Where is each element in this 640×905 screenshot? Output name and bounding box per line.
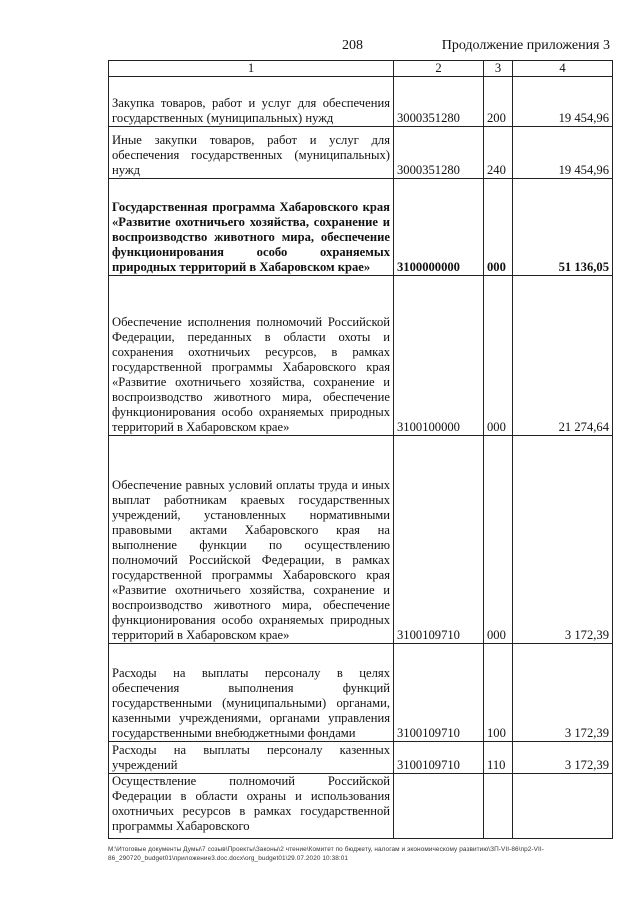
row-code: 3100000000: [394, 179, 484, 276]
column-number-4: 4: [513, 61, 613, 77]
column-number-1: 1: [109, 61, 394, 77]
table-row: [109, 127, 613, 179]
table-row: [109, 436, 613, 644]
row-type: 200: [484, 77, 513, 127]
row-code: 3100109710: [394, 742, 484, 774]
row-name: Закупка товаров, работ и услуг для обеспечения государственных (муниципальных) нужд: [109, 77, 394, 127]
row-code: 3000351280: [394, 77, 484, 127]
row-name: Государственная программа Хабаровского края «Развитие охотничьего хозяйства, сохранение и воспроизводство животного мира, обеспечение функционирования особо охраняемых природных территорий в Хабаровском крае»: [109, 179, 394, 276]
table-row: [109, 742, 613, 774]
row-code: [394, 774, 484, 839]
column-number-2: 2: [394, 61, 484, 77]
row-code: 3000351280: [394, 127, 484, 179]
row-amount: 51 136,05: [513, 179, 613, 276]
row-type: 000: [484, 179, 513, 276]
row-name: Обеспечение равных условий оплаты труда и иных выплат работникам краевых государственных учреждений, установленных нормативными правовыми актами Хабаровского края на выполнение функции по осуществлению полномочий Российской Федерации, в рамках государственной программы Хабаровского края «Развитие охотничьего хозяйства, сохранение и воспроизводство животного мира, обеспечение функционирования особо охраняемых природных территорий в Хабаровском крае»: [109, 436, 394, 644]
row-type: 000: [484, 436, 513, 644]
row-type: [484, 774, 513, 839]
row-type: 100: [484, 644, 513, 742]
row-type: 000: [484, 276, 513, 436]
row-amount: 19 454,96: [513, 77, 613, 127]
row-code: 3100100000: [394, 276, 484, 436]
table-row: [109, 644, 613, 742]
row-amount: 21 274,64: [513, 276, 613, 436]
row-amount: [513, 774, 613, 839]
row-name: Расходы на выплаты персоналу казенных учреждений: [109, 742, 394, 774]
column-number-3: 3: [484, 61, 513, 77]
row-amount: 19 454,96: [513, 127, 613, 179]
row-name: Осуществление полномочий Российской Федерации в области охраны и использования охотничьих ресурсов в рамках государственной программы Хабаровского: [109, 774, 394, 839]
table-row-program-total: [109, 179, 613, 276]
row-name: Расходы на выплаты персоналу в целях обеспечения выполнения функций государственными (муниципальными) органами, казенными учреждениями, органами управления государственными внебюджетными фондами: [109, 644, 394, 742]
budget-table: [108, 60, 613, 839]
row-type: 240: [484, 127, 513, 179]
row-amount: 3 172,39: [513, 436, 613, 644]
table-row: [109, 774, 613, 839]
row-name: Обеспечение исполнения полномочий Российской Федерации, переданных в области охоты и сохранения охотничьих ресурсов, в рамках государственной программы Хабаровского края «Развитие охотничьего хозяйства, сохранение и воспроизводство животного мира, обеспечение функционирования особо охраняемых природных территорий в Хабаровском крае»: [109, 276, 394, 436]
appendix-continuation-label: Продолжение приложения 3: [441, 38, 610, 53]
row-amount: 3 172,39: [513, 644, 613, 742]
table-row: [109, 276, 613, 436]
row-code: 3100109710: [394, 436, 484, 644]
column-number-row: [109, 61, 613, 77]
row-amount: 3 172,39: [513, 742, 613, 774]
document-file-path: M:\Итоговые документы Думы\7 созыв\Проекты\Законы\2 чтение\Комитет по бюджету, налогам и экономическому развитию\ЗП-VII-86\пр2-VII-86_290720_budget01\приложение3.doc.docx\org_budget01\29.07.2020 10:38:01: [108, 846, 544, 862]
row-type: 110: [484, 742, 513, 774]
row-code: 3100109710: [394, 644, 484, 742]
table-row: [109, 77, 613, 127]
page-number: 208: [342, 38, 363, 53]
row-name: Иные закупки товаров, работ и услуг для обеспечения государственных (муниципальных) нужд: [109, 127, 394, 179]
